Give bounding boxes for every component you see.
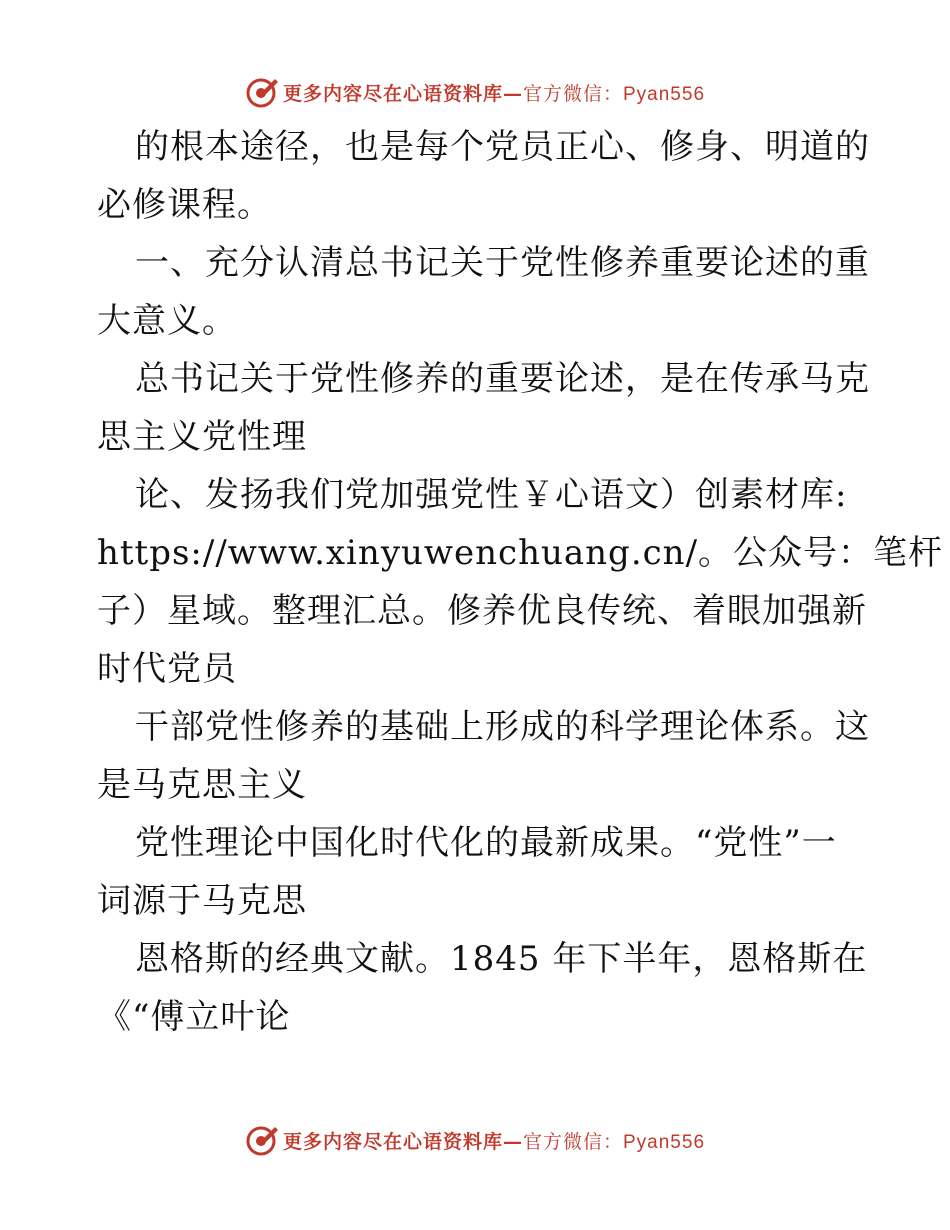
body-line: 词源于马克思 bbox=[97, 881, 307, 921]
body-line: 时代党员 bbox=[97, 649, 237, 689]
section-heading-line: 一、充分认清总书记关于党性修养重要论述的重 bbox=[135, 243, 870, 283]
document-body bbox=[97, 118, 944, 1046]
footer-banner bbox=[0, 1120, 950, 1160]
body-line: 党性理论中国化时代化的最新成果。“党性”一 bbox=[135, 823, 837, 863]
footer-banner-text: 更多内容尽在心语资料库—官方微信：Pyan556 bbox=[282, 1130, 706, 1153]
body-line: 恩格斯的经典文献。1845 年下半年，恩格斯在 bbox=[135, 939, 868, 979]
body-line-url: https://www.xinyuwenchuang.cn/。公众号：笔杆 bbox=[97, 533, 944, 573]
body-line: 必修课程。 bbox=[97, 185, 272, 225]
body-line: 思主义党性理 bbox=[97, 417, 307, 457]
header-banner bbox=[0, 72, 950, 112]
body-line: 论、发扬我们党加强党性￥心语文）创素材库: bbox=[135, 475, 848, 515]
header-banner-text: 更多内容尽在心语资料库—官方微信：Pyan556 bbox=[282, 82, 706, 105]
body-line: 的根本途径，也是每个党员正心、修身、明道的 bbox=[135, 127, 870, 167]
pen-logo-icon bbox=[245, 75, 279, 109]
section-heading-line: 大意义。 bbox=[97, 301, 237, 341]
body-line: 《“傅立叶论 bbox=[97, 997, 291, 1037]
footer-wechat-id: 官方微信：Pyan556 bbox=[523, 1131, 706, 1153]
body-line: 总书记关于党性修养的重要论述，是在传承马克 bbox=[135, 359, 870, 399]
body-line: 干部党性修养的基础上形成的科学理论体系。这 bbox=[135, 707, 870, 747]
header-wechat-id: 官方微信：Pyan556 bbox=[523, 83, 706, 105]
body-line: 是马克思主义 bbox=[97, 765, 307, 805]
pen-logo-icon bbox=[245, 1123, 279, 1157]
body-line: 子）星域。整理汇总。修养优良传统、着眼加强新 bbox=[97, 591, 867, 631]
